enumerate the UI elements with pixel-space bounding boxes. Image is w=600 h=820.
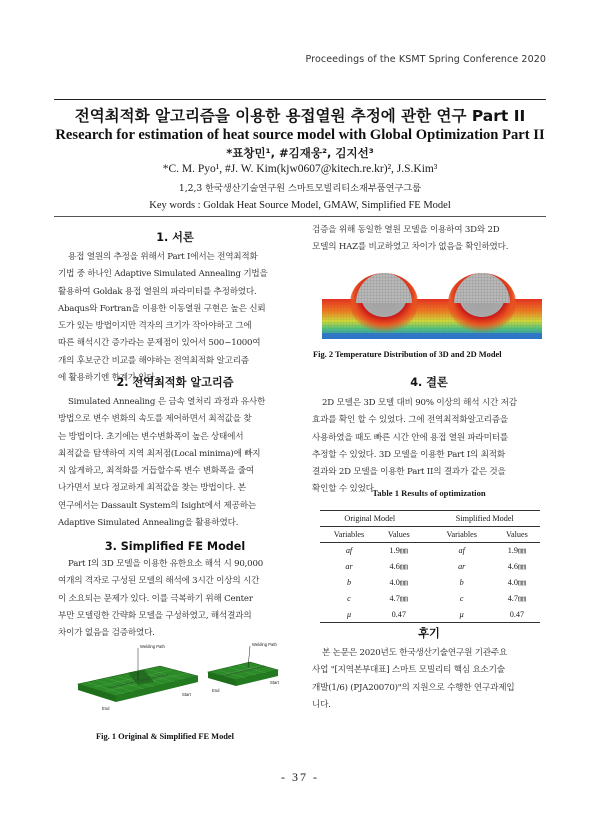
table-cell: 0.47	[494, 607, 540, 623]
authors-english: *C. M. Pyo¹, #J. W. Kim(kjw0607@kitech.re.kr)², J.S.Kim³	[162, 163, 438, 175]
text-line: 따른 해석시간 증가라는 문제점이 있어서 500~1000여	[58, 338, 261, 349]
figure-label: Start	[182, 692, 191, 697]
column-header: Variables	[430, 527, 494, 543]
text-line: Abaqus와 Fortran을 이용한 이동열원 구현은 높은 신뢰	[58, 303, 266, 314]
text-line: 도가 있는 방법이지만 격자의 크기가 작아야하고 그에	[58, 321, 252, 332]
table-row	[320, 607, 540, 623]
figure-label: Welding Path	[252, 642, 277, 647]
authors-korean: *표창민¹, #김재웅², 김지선³	[226, 146, 374, 160]
table-cell: c	[347, 594, 351, 603]
text-line: 효과를 확인 할 수 있었다. 그에 전역최적화알고리즘을	[312, 415, 508, 426]
table-row	[320, 575, 540, 591]
text-line: 지 않게하고, 최적화를 거듭할수록 변수 변화폭을 줄여	[58, 466, 254, 477]
text-line: Adaptive Simulated Annealing을 활용하였다.	[58, 518, 239, 529]
section-title: 후기	[418, 627, 440, 640]
section-algorithm	[58, 374, 292, 532]
figure-label: End	[102, 706, 110, 711]
column-header: Values	[378, 527, 420, 543]
group-header: Original Model	[320, 511, 420, 527]
text-line: 사용하였을 때도 빠른 시간 안에 용접 열원 파라미터를	[312, 432, 508, 443]
text-line: 부만 모델링한 간략화 모델을 구성하였고, 해석결과의	[58, 610, 252, 621]
page-number: - 37 -	[281, 770, 319, 784]
affiliation: 1,2,3 한국생산기술연구원 스마트모빌리티소재부품연구그룹	[178, 183, 422, 194]
text-line: 이 소요되는 문제가 있다. 이를 극복하기 위해 Center	[58, 593, 253, 604]
verification-paragraph	[312, 222, 546, 257]
table-cell: 0.47	[378, 607, 420, 623]
figure-1	[72, 636, 284, 721]
proceedings-header: Proceedings of the KSMT Spring Conference 2020	[305, 54, 546, 65]
table-cell: 4.6㎜	[507, 562, 527, 571]
column-header: Values	[494, 527, 540, 543]
text-line: 추정할 수 있었다. 3D 모델을 이용한 Part I의 최적화	[312, 449, 505, 460]
section-acknowledgement	[312, 625, 546, 714]
text-line: 니다.	[312, 699, 331, 710]
text-line: Part I의 3D 모델을 이용한 유한요소 해석 시 90,000	[68, 559, 263, 569]
results-table-wrap	[320, 510, 540, 623]
text-line: 나가면서 보다 정교하게 최적값을 찾는 방법이다. 본	[58, 483, 246, 494]
table-row	[320, 543, 540, 559]
text-line: 검증을 위해 동일한 열원 모델을 이용하여 3D와 2D	[312, 225, 500, 235]
section-title: 1. 서론	[156, 231, 194, 244]
text-line: 용접 열원의 추정을 위해서 Part I에서는 전역최적화	[68, 252, 258, 262]
table-cell: b	[459, 578, 464, 587]
figure-1-caption: Fig. 1 Original & Simplified FE Model	[96, 732, 234, 741]
fe-model-figure	[72, 636, 284, 721]
section-title: 2. 전역최적화 알고리즘	[116, 376, 234, 389]
text-line: 개의 후보군간 비교를 해야하는 전역최적화 알고리즘	[58, 355, 249, 366]
text-line: 연구에서는 Dassault System의 Isight에서 제공하는	[58, 500, 256, 511]
table-row	[320, 559, 540, 575]
text-line: 에 활용하기엔 한계가 있다.	[58, 373, 158, 384]
section-introduction	[58, 229, 292, 387]
table-cell: af	[345, 546, 353, 556]
table-cell: 4.6㎜	[389, 562, 408, 571]
section-title: 3. Simplified FE Model	[104, 540, 246, 553]
text-line: 사업 "[지역본부대표] 스마트 모빌리티 핵심 요소기술	[312, 665, 505, 676]
header-rule	[54, 99, 546, 100]
text-line: 차이가 없음을 검증하였다.	[58, 628, 155, 639]
text-line: 여개의 격자로 구성된 모델의 해석에 3시간 이상의 시간	[58, 576, 260, 587]
text-line: 기법 중 하나인 Adaptive Simulated Annealing 기법을	[58, 269, 268, 280]
table-cell: 4.0㎜	[507, 578, 527, 587]
table-cell: c	[459, 594, 464, 603]
group-header: Simplified Model	[430, 511, 540, 527]
keywords-rule	[54, 216, 546, 217]
figure-label: Start	[270, 680, 279, 685]
text-line: 2D 모델은 3D 모델 대비 90% 이상의 해석 시간 저감	[322, 398, 517, 408]
title-english: Research for estimation of heat source model with Global Optimization Part II	[55, 127, 545, 143]
table-row	[320, 591, 540, 607]
table-cell: af	[458, 546, 465, 556]
text-line: 방법으로 변수 변화의 속도를 제어하면서 최적값을 찾	[58, 414, 252, 425]
paragraph	[58, 394, 292, 532]
text-line: 활용하여 Goldak 용접 열원의 파라미터를 추정하였다.	[58, 286, 257, 297]
table-cell: ar	[345, 562, 353, 571]
figure-2-caption: Fig. 2 Temperature Distribution of 3D and 2D Model	[313, 350, 502, 359]
section-conclusion	[312, 374, 546, 499]
table-cell: 1.9㎜	[507, 546, 527, 556]
section-simplified-model	[58, 540, 292, 642]
text-line: 결과와 2D 모델을 이용한 Part II의 결과가 같은 것을	[312, 467, 506, 478]
figure-label: Welding Path	[140, 644, 165, 649]
table-cell: μ	[430, 607, 494, 623]
table-cell: ar	[458, 562, 466, 571]
paragraph	[312, 645, 546, 714]
text-line: 는 방법이다. 초기에는 변수변화폭이 높은 상태에서	[58, 431, 244, 442]
paragraph	[312, 222, 546, 257]
section-title: 4. 결론	[410, 376, 448, 389]
temperature-distribution-figure	[322, 265, 542, 339]
table-cell: 4.0㎜	[389, 578, 408, 587]
keywords: Key words : Goldak Heat Source Model, GMAW, Simplified FE Model	[149, 200, 451, 211]
figure-label: End	[212, 688, 220, 693]
table-cell: μ	[320, 607, 378, 623]
table-cell: 1.9㎜	[389, 546, 408, 556]
text-line: Simulated Annealing 은 금속 열처리 과정과 유사한	[68, 397, 266, 407]
text-line: 개발(1/6) (PJA20070)"의 지원으로 수행한 연구과제입	[312, 682, 515, 693]
results-table	[320, 510, 540, 623]
table-cell: 4.7㎜	[389, 594, 408, 603]
paragraph	[58, 556, 292, 642]
paragraph	[312, 395, 546, 499]
table-cell: b	[346, 578, 352, 587]
paragraph	[58, 249, 292, 387]
title-korean: 전역최적화 알고리즘을 이용한 용접열원 추정에 관한 연구 Part II	[74, 107, 526, 125]
text-line: 본 논문은 2020년도 한국생산기술연구원 기관주요	[322, 648, 508, 658]
table-body	[320, 543, 540, 623]
table-caption: Table 1 Results of optimization	[372, 488, 486, 498]
column-header: Variables	[320, 527, 378, 543]
table-cell: 4.7㎜	[507, 594, 527, 603]
text-line: 모델의 HAZ를 비교하였고 차이가 없음을 확인하였다.	[312, 242, 509, 253]
figure-2	[322, 265, 542, 339]
text-line: 확인할 수 있었다.	[312, 484, 377, 495]
text-line: 최적값을 탐색하여 지역 최저점(Local minima)에 빠지	[58, 448, 261, 459]
